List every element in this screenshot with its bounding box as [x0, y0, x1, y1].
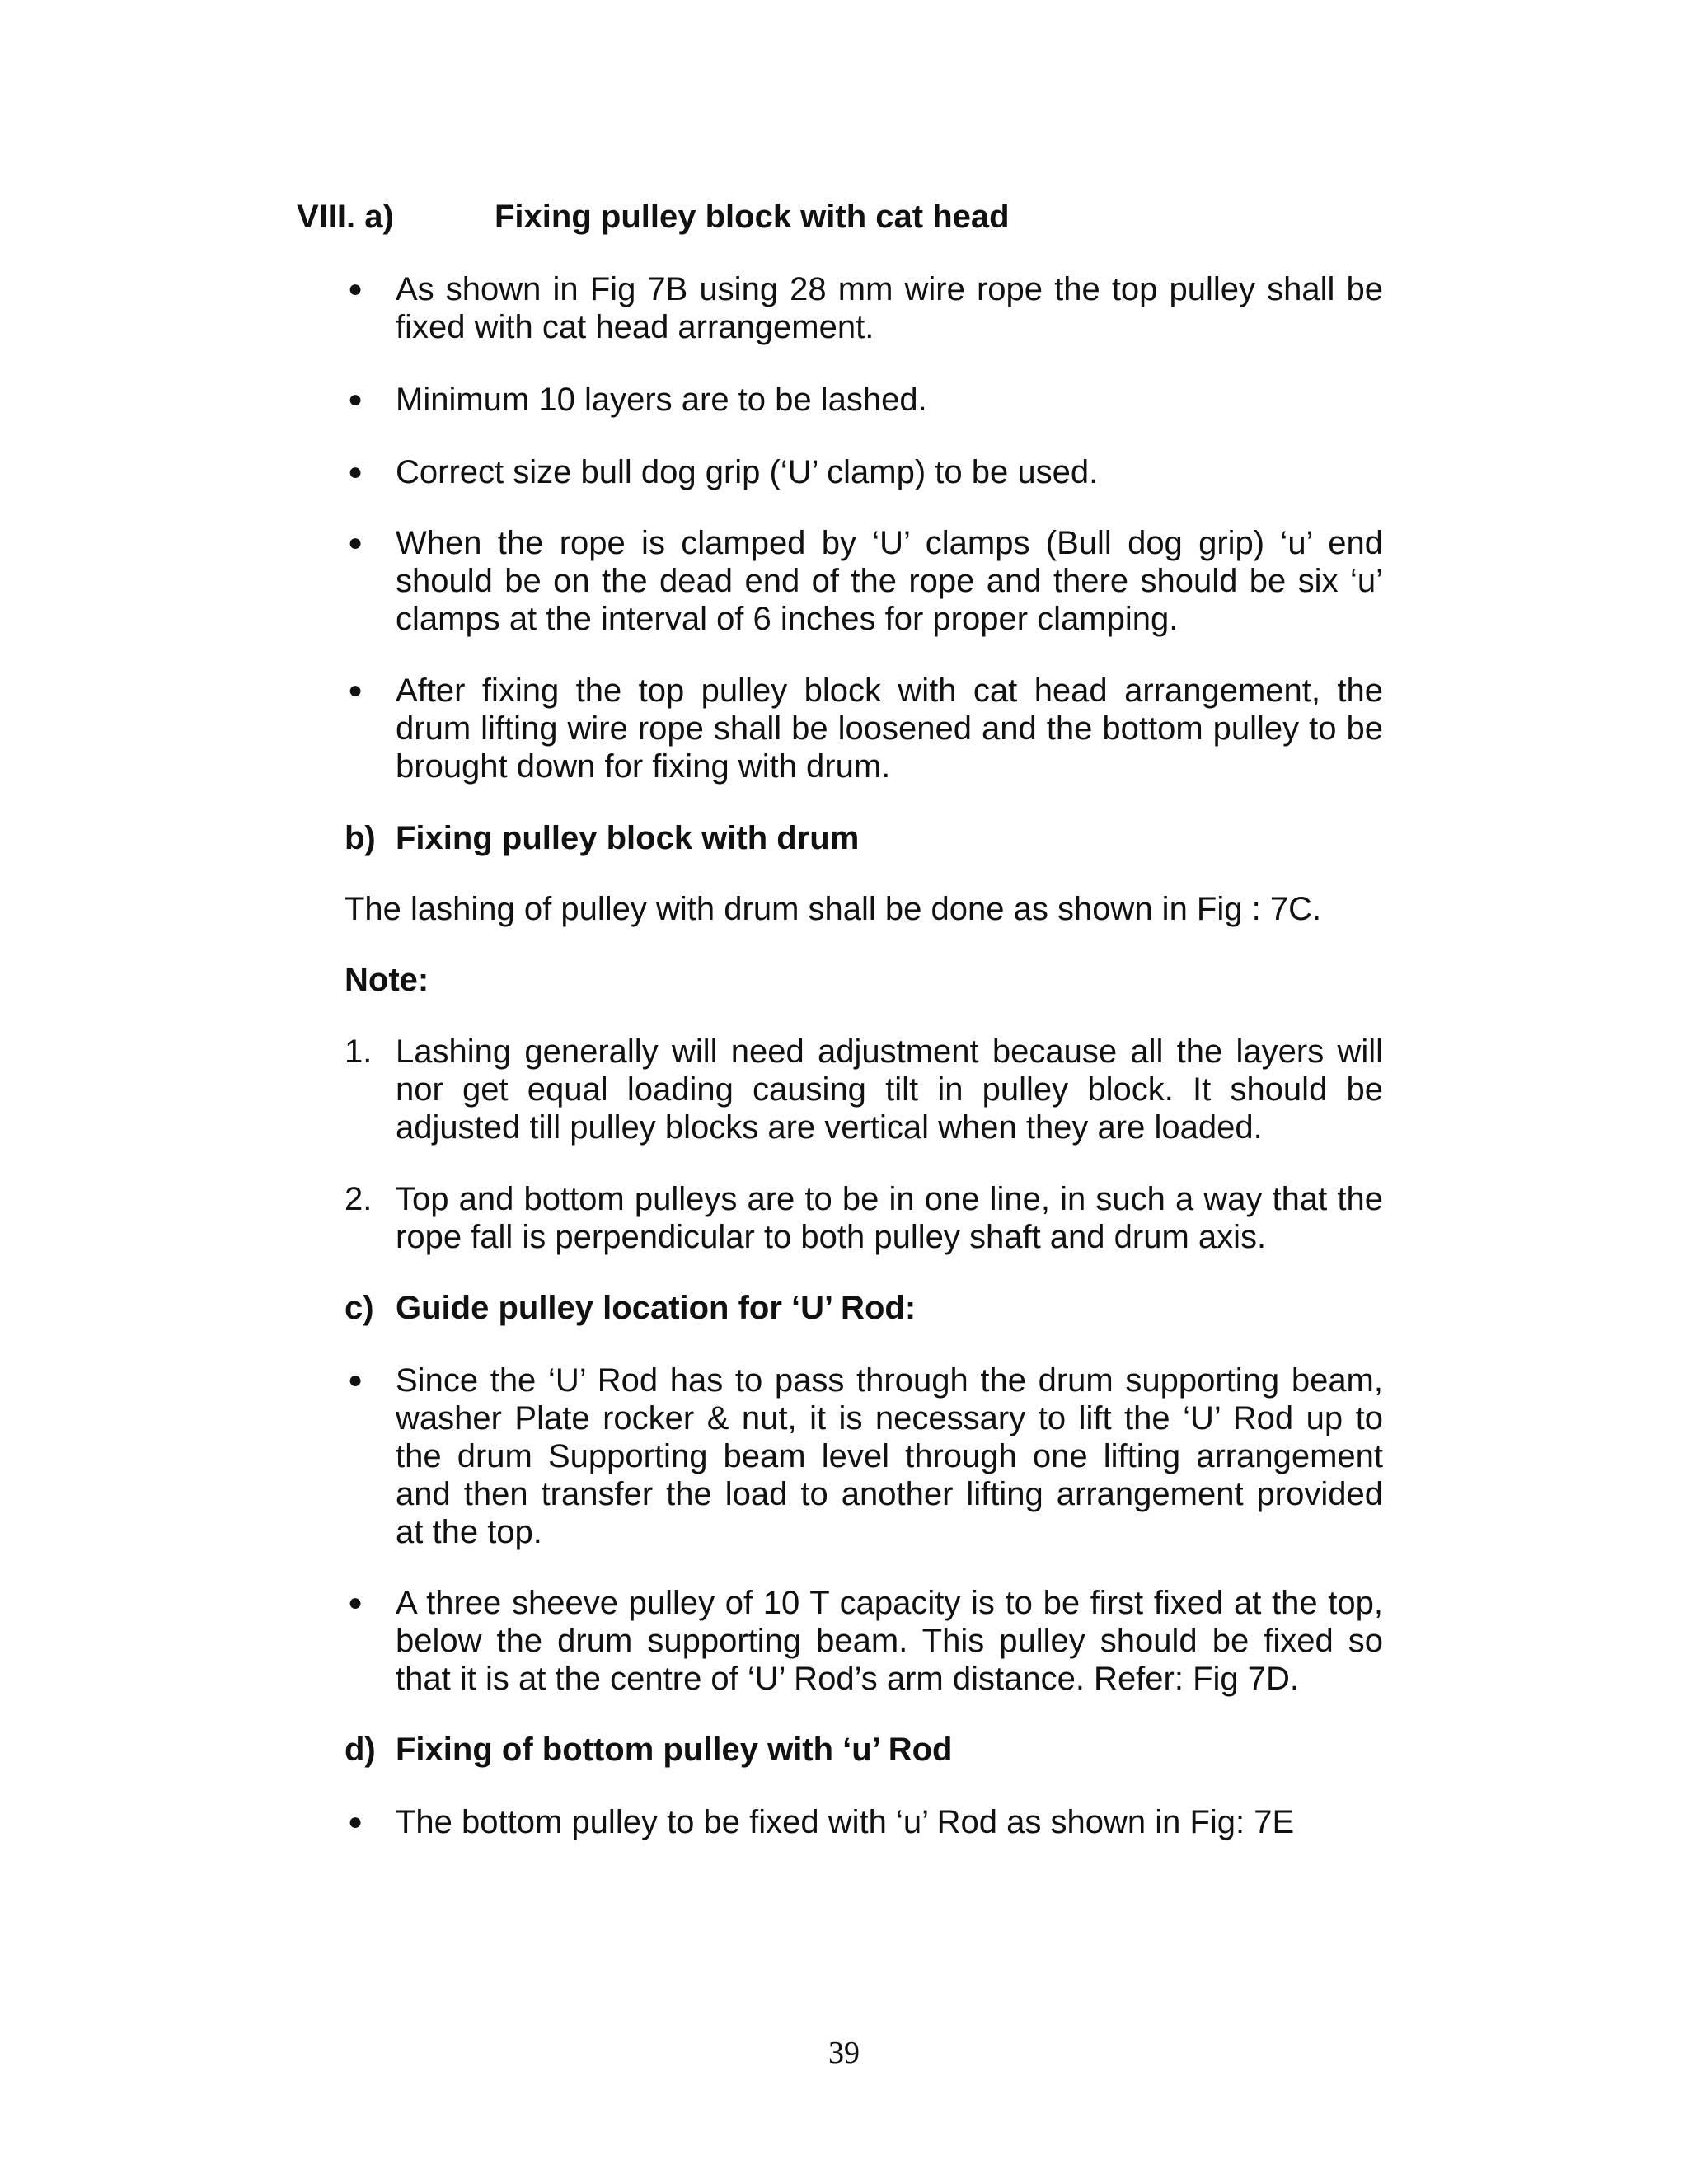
bullet-item [345, 672, 1383, 785]
paragraph: The lashing of pulley with drum shall be done as shown in Fig : 7C. [345, 891, 1322, 927]
subsection-title: Guide pulley location for ‘U’ Rod: [396, 1290, 917, 1326]
bullet-icon: ● [348, 677, 363, 704]
bullet-text: Since the ‘U’ Rod has to pass through the drum supporting beam, washer Plate rocker & nut, it is necessary to lift the ‘U’ Rod up to the drum Supporting beam level through one lifting arrangement and then transfer the load to another lifting arrangement provided at the top. [396, 1362, 1383, 1550]
subsection-heading-b [345, 819, 859, 857]
bullet-item [345, 1803, 1383, 1841]
bullet-text: Correct size bull dog grip (‘U’ clamp) to be used. [396, 454, 1099, 490]
subsection-heading-d [345, 1731, 953, 1769]
note-label: Note: [345, 962, 429, 998]
bullet-icon: ● [348, 529, 363, 556]
section-number: VIII. a) [297, 199, 394, 235]
subsection-title: Fixing pulley block with drum [396, 820, 860, 856]
bullet-text: A three sheeve pulley of 10 T capacity is to be first fixed at the top, below the drum supporting beam. This pulley should be fixed so that it is at the centre of ‘U’ Rod’s arm distance. Refer: Fig 7D. [396, 1585, 1383, 1697]
bullet-icon: ● [348, 1366, 363, 1394]
bullet-icon: ● [348, 458, 363, 485]
bullet-icon: ● [348, 1808, 363, 1835]
page-number: 39 [828, 2036, 860, 2070]
subsection-title: Fixing of bottom pulley with ‘u’ Rod [396, 1732, 953, 1768]
section-title: Fixing pulley block with cat head [495, 199, 1010, 235]
bullet-item [345, 381, 1383, 419]
item-text: Lashing generally will need adjustment because all the layers will nor get equal loading causing tilt in pulley block. It should be adjusted till pulley blocks are vertical when they are loaded. [396, 1033, 1383, 1146]
bullet-item [345, 270, 1383, 346]
bullet-text: When the rope is clamped by ‘U’ clamps (Bull dog grip) ‘u’ end should be on the dead end of the rope and there should be six ‘u’ clamps at the interval of 6 inches for proper clamping. [396, 525, 1383, 637]
subsection-label: c) [345, 1290, 374, 1326]
bullet-text: After fixing the top pulley block with cat head arrangement, the drum lifting wire rope shall be loosened and the bottom pulley to be brought down for fixing with drum. [396, 673, 1383, 785]
bullet-text: The bottom pulley to be fixed with ‘u’ Rod as shown in Fig: 7E [396, 1804, 1295, 1840]
numbered-item [345, 1180, 1383, 1256]
bullet-item [345, 524, 1383, 638]
bullet-icon: ● [348, 386, 363, 413]
bullet-item [345, 453, 1383, 491]
subsection-heading-c [345, 1289, 916, 1327]
bullet-icon: ● [348, 1589, 363, 1616]
bullet-icon: ● [348, 275, 363, 302]
item-number: 2. [345, 1181, 373, 1217]
subsection-label: b) [345, 820, 376, 856]
item-text: Top and bottom pulleys are to be in one line, in such a way that the rope fall is perpendicular to both pulley shaft and drum axis. [396, 1181, 1383, 1255]
item-number: 1. [345, 1033, 373, 1070]
bullet-item [345, 1584, 1383, 1698]
bullet-item [345, 1361, 1383, 1551]
bullet-text: Minimum 10 layers are to be lashed. [396, 382, 927, 418]
subsection-label: d) [345, 1732, 376, 1768]
numbered-item [345, 1033, 1383, 1146]
bullet-text: As shown in Fig 7B using 28 mm wire rope the top pulley shall be fixed with cat head arrangement. [396, 271, 1383, 345]
